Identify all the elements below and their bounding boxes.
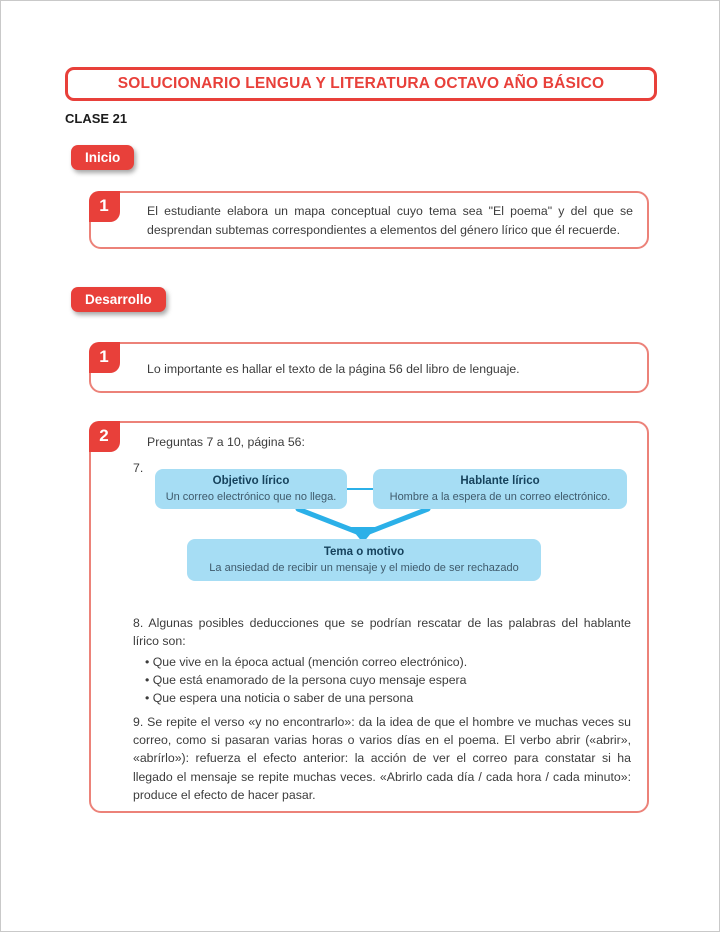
concept-box-tema-o-motivo xyxy=(187,539,541,581)
concept-box-title: Hablante lírico xyxy=(460,474,540,487)
left-arrow-line xyxy=(298,509,357,532)
question-8-bullet-list xyxy=(145,654,627,707)
answer-box-inicio-1 xyxy=(89,191,649,249)
bullet-item: • Que está enamorado de la persona cuyo mensaje espera xyxy=(145,672,467,687)
question-7-label: 7. xyxy=(133,461,144,475)
answer-text: Lo importante es hallar el texto de la página 56 del libro de lenguaje. xyxy=(147,362,520,376)
concept-box-text: La ansiedad de recibir un mensaje y el miedo de ser rechazado xyxy=(209,561,519,574)
answer-box-desarrollo-1 xyxy=(89,342,649,393)
concept-box-hablante-lirico xyxy=(373,469,627,509)
right-arrow-line xyxy=(369,509,428,532)
section-badge-inicio: Inicio xyxy=(71,145,134,170)
concept-box-title: Objetivo lírico xyxy=(212,474,290,487)
question-9-answer: 9. Se repite el verso «y no encontrarlo»: da la idea de que el hombre ve muchas veces su correo, como si pasaran varias horas o varios días en el poema. El verbo abrir («abrir», «abrírlo»): refuerza el efecto anterior: la acción de ver el correo para constatar si ha llegado el mensaje se repite muchas veces. «Abrirlo cada día / cada hora / cada minuto»: produce el efecto de hacer pasar. xyxy=(133,715,631,802)
bullet-item: • Que vive en la época actual (mención correo electrónico). xyxy=(145,655,468,669)
clase-heading: CLASE 21 xyxy=(65,111,128,126)
concept-box-text: Un correo electrónico que no llega. xyxy=(165,490,337,503)
answer-box-desarrollo-2 xyxy=(89,421,649,813)
question-8-answer: 8. Algunas posibles deducciones que se podrían rescatar de las palabras del hablante lírico son: xyxy=(133,616,631,648)
questions-intro: Preguntas 7 a 10, página 56: xyxy=(147,435,305,449)
concept-box-title: Tema o motivo xyxy=(323,545,405,558)
concept-box-text: Hombre a la espera de un correo electrónico. xyxy=(389,490,611,503)
answer-text: El estudiante elabora un mapa conceptual cuyo tema sea "El poema" y del que se desprendan subtemas correspondientes a elementos del género lírico que él recuerde. xyxy=(147,204,633,238)
answer-number-tab: 2 xyxy=(89,421,120,452)
answer-number-tab: 1 xyxy=(89,191,120,222)
header-banner xyxy=(65,67,657,101)
page-title: SOLUCIONARIO LENGUA Y LITERATURA OCTAVO AÑO BÁSICO xyxy=(117,75,605,92)
section-badge-desarrollo: Desarrollo xyxy=(71,287,166,312)
answer-number-tab: 1 xyxy=(89,342,120,373)
bullet-item: • Que espera una noticia o saber de una persona xyxy=(145,690,414,705)
concept-box-objetivo-lirico xyxy=(155,469,347,509)
